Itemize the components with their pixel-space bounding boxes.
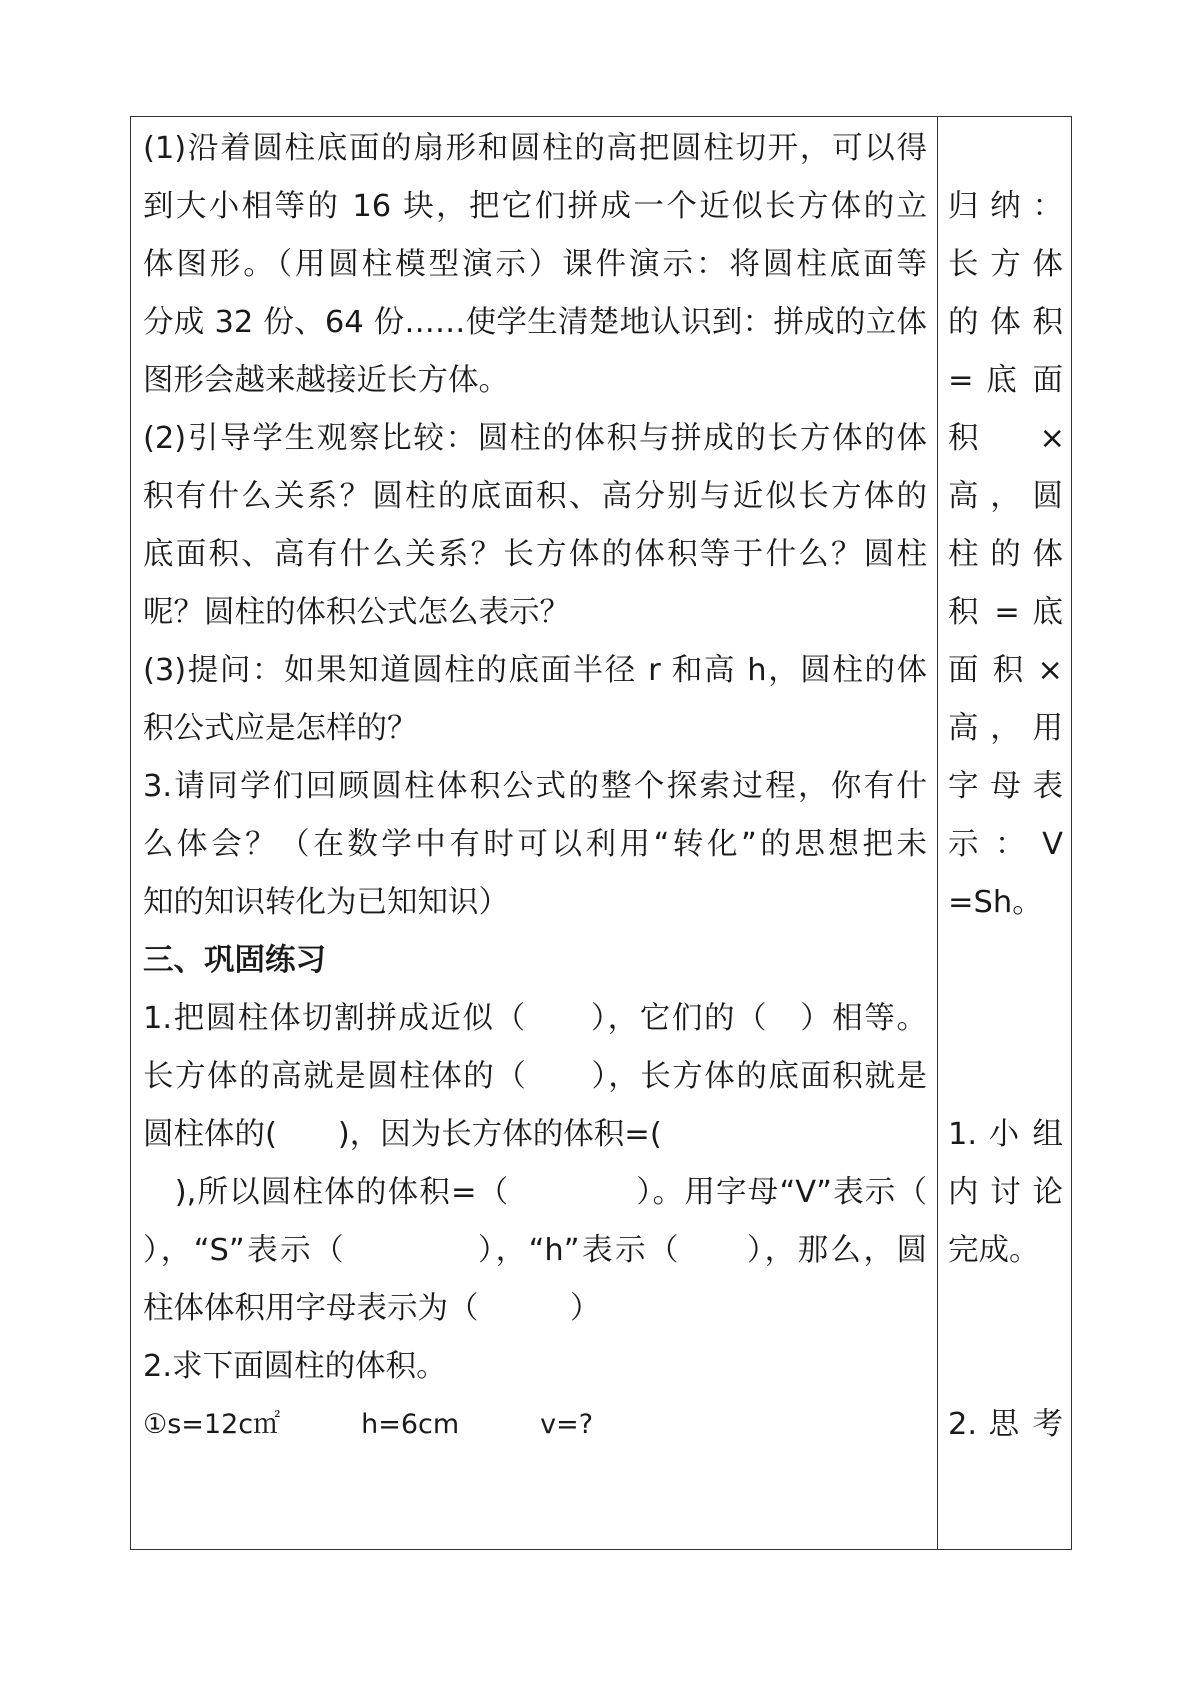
student-activity-column xyxy=(938,117,1071,1549)
text-line: 么体会？（在数学中有时可以利用“转化”的思想把未 xyxy=(143,827,927,862)
text-line: ），“S”表示（ ），“h”表示（ ），那么，圆 xyxy=(143,1233,927,1268)
text-line: 呢？圆柱的体积公式怎么表示？ xyxy=(143,595,570,630)
side-text-line: 面 积 × xyxy=(948,653,1063,688)
lesson-plan-table xyxy=(130,116,1072,1550)
exercise-line: ①s=12c㎡ h=6cm v=? xyxy=(143,1409,594,1440)
side-text-line: 完成。 xyxy=(948,1233,1040,1268)
text-line: 底面积、高有什么关系？长方体的体积等于什么？圆柱 xyxy=(143,537,927,572)
text-line: 圆柱体的( )，因为长方体的体积=( xyxy=(143,1117,662,1152)
side-text-line: 字 母 表 xyxy=(948,769,1063,804)
side-text-line: 示 ： V xyxy=(948,827,1063,862)
text-line: (2)引导学生观察比较：圆柱的体积与拼成的长方体的体 xyxy=(143,421,927,456)
formula-line: =Sh。 xyxy=(948,885,1043,920)
text-line: 长方体的高就是圆柱体的（ ），长方体的底面积就是 xyxy=(143,1059,927,1094)
text-line: 积有什么关系？圆柱的底面积、高分别与近似长方体的 xyxy=(143,479,927,514)
side-text-line: 高 ， 圆 xyxy=(948,479,1063,514)
text-line: (3)提问：如果知道圆柱的底面半径 r 和高 h，圆柱的体 xyxy=(143,653,927,688)
text-line: 柱体体积用字母表示为（ ） xyxy=(143,1291,601,1326)
teaching-process-column xyxy=(131,117,938,1549)
side-text-line: 的 体 积 xyxy=(948,305,1063,340)
text-line: 体图形。（用圆柱模型演示）课件演示：将圆柱底面等 xyxy=(143,247,927,282)
side-text-line: 柱 的 体 xyxy=(948,537,1063,572)
text-line: ),所以圆柱体的体积=（ ）。用字母“V”表示（ xyxy=(143,1175,927,1210)
section-heading: 三、巩固练习 xyxy=(143,943,326,978)
text-line: 积公式应是怎样的？ xyxy=(143,711,418,746)
side-text-line: 内 讨 论 xyxy=(948,1175,1063,1210)
side-text-line: 高 ， 用 xyxy=(948,711,1063,746)
side-text-line: 长 方 体 xyxy=(948,247,1063,282)
text-line: 3.请同学们回顾圆柱体积公式的整个探索过程，你有什 xyxy=(143,769,927,804)
side-text-line: 2. 思 考 xyxy=(948,1407,1063,1442)
text-line: 图形会越来越接近长方体。 xyxy=(143,363,509,398)
text-line: 知的知识转化为已知知识） xyxy=(143,885,509,920)
text-line: 分成 32 份、64 份……使学生清楚地认识到：拼成的立体 xyxy=(143,305,927,340)
text-line: (1)沿着圆柱底面的扇形和圆柱的高把圆柱切开，可以得 xyxy=(143,131,927,166)
text-line: 到大小相等的 16 块，把它们拼成一个近似长方体的立 xyxy=(143,189,927,224)
side-text-line: 积 = 底 xyxy=(948,595,1063,630)
side-text-line: 积 × xyxy=(948,421,1066,456)
side-text-line: = 底 面 xyxy=(948,363,1063,398)
text-line: 2.求下面圆柱的体积。 xyxy=(143,1349,447,1384)
side-text-line: 1. 小 组 xyxy=(948,1117,1063,1152)
text-line: 1.把圆柱体切割拼成近似（ ），它们的（ ）相等。 xyxy=(143,1001,927,1036)
side-text-line: 归 纳 ： xyxy=(948,189,1063,224)
